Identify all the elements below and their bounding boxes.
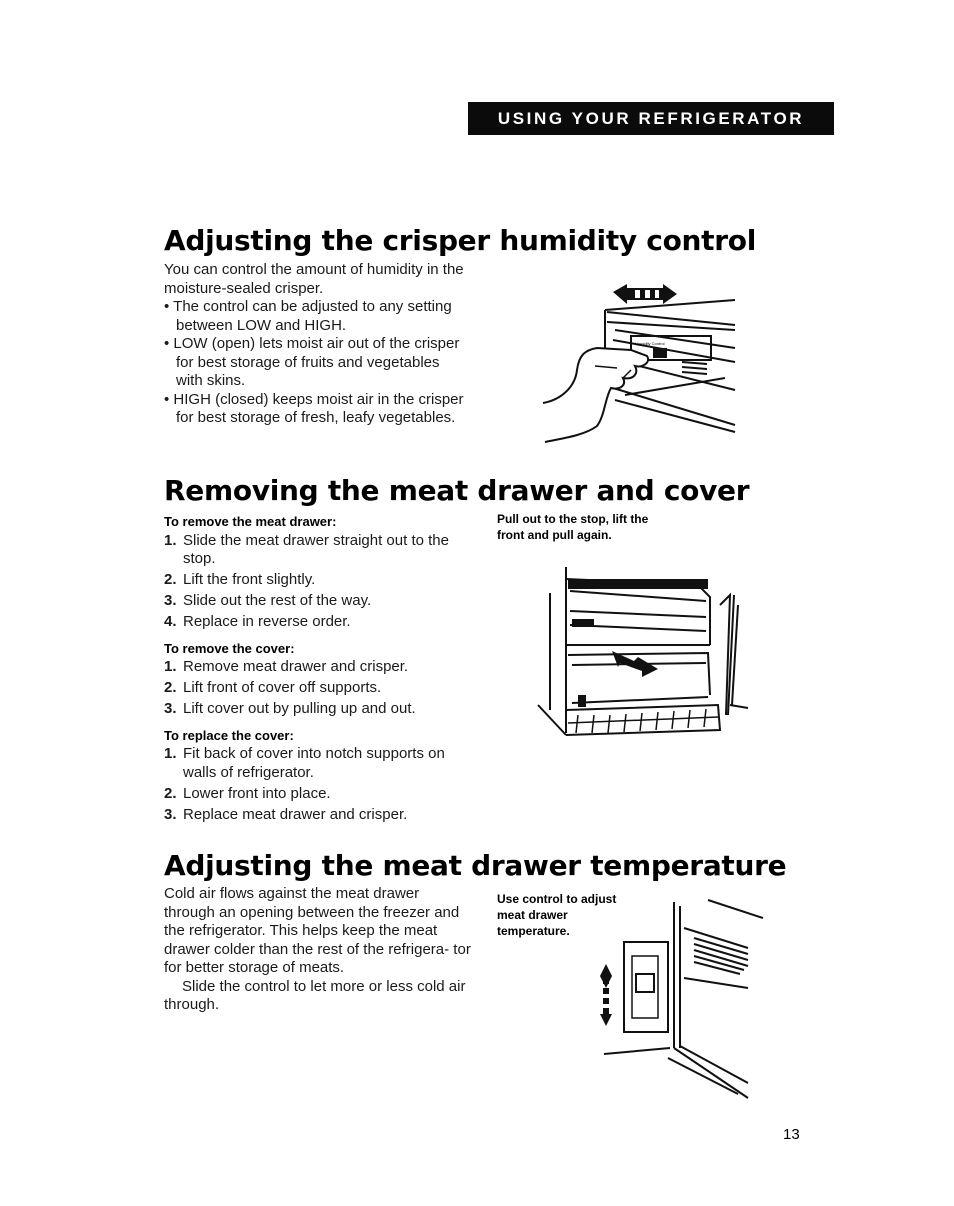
list-item: 1. Remove meat drawer and crisper. bbox=[164, 658, 409, 675]
crisper-humidity-text bbox=[164, 261, 469, 428]
bullet-item: • LOW (open) lets moist air out of the crisper for best storage of fruits and vegetables with skins. bbox=[164, 335, 460, 389]
meat-drawer-illustration bbox=[538, 565, 748, 765]
temperature-paragraph-2: Slide the control to let more or less cold air through. bbox=[164, 977, 466, 1013]
replace-cover-steps bbox=[164, 745, 464, 824]
temperature-paragraph-1: Cold air flows against the meat drawer through an opening between the freezer and the refrigerator. This helps keep the meat drawer colder than the rest of the refrigera- tor for better storage of meats. bbox=[164, 885, 471, 976]
section-title-meat-drawer-temperature: Adjusting the meat drawer temperature bbox=[164, 849, 787, 882]
temperature-control-caption: Use control to adjust meat drawer temperature. bbox=[497, 892, 617, 938]
subheading-replace-cover: To replace the cover: bbox=[164, 727, 294, 743]
meat-drawer-temperature-text bbox=[164, 885, 474, 1015]
humidity-control-illustration bbox=[535, 270, 745, 455]
bullet-item: • HIGH (closed) keeps moist air in the crisper for best storage of fresh, leafy vegetables. bbox=[164, 390, 464, 426]
remove-drawer-steps bbox=[164, 532, 464, 632]
list-item: 2. Lift the front slightly. bbox=[164, 571, 316, 588]
section-title-crisper-humidity: Adjusting the crisper humidity control bbox=[164, 224, 756, 257]
meat-drawer-instructions bbox=[164, 513, 464, 832]
subheading-remove-drawer: To remove the meat drawer: bbox=[164, 514, 337, 529]
list-item: 4. Replace in reverse order. bbox=[164, 613, 351, 630]
section-title-meat-drawer-removal: Removing the meat drawer and cover bbox=[164, 474, 750, 507]
subheading-remove-cover: To remove the cover: bbox=[164, 640, 295, 656]
list-item: 3. Replace meat drawer and crisper. bbox=[164, 805, 408, 823]
crisper-intro: You can control the amount of humidity in the moisture-sealed crisper. bbox=[164, 261, 464, 297]
remove-cover-steps bbox=[164, 658, 464, 719]
meat-drawer-caption: Pull out to the stop, lift the front and pull again. bbox=[497, 512, 649, 542]
list-item: 1. Fit back of cover into notch supports on walls of refrigerator. bbox=[164, 745, 445, 781]
list-item: 2. Lift front of cover off supports. bbox=[164, 679, 382, 696]
list-item: 3. Slide out the rest of the way. bbox=[164, 592, 372, 609]
bullet-item: • The control can be adjusted to any setting between LOW and HIGH. bbox=[164, 298, 452, 334]
list-item: 2. Lower front into place. bbox=[164, 784, 331, 802]
section-banner: USING YOUR REFRIGERATOR bbox=[468, 102, 834, 135]
list-item: 3. Lift cover out by pulling up and out. bbox=[164, 700, 416, 717]
humidity-control-label: Humidity Control bbox=[635, 341, 665, 346]
page-number: 13 bbox=[783, 1126, 800, 1143]
list-item: 1. Slide the meat drawer straight out to the stop. bbox=[164, 531, 449, 567]
temperature-control-illustration bbox=[598, 898, 768, 1098]
